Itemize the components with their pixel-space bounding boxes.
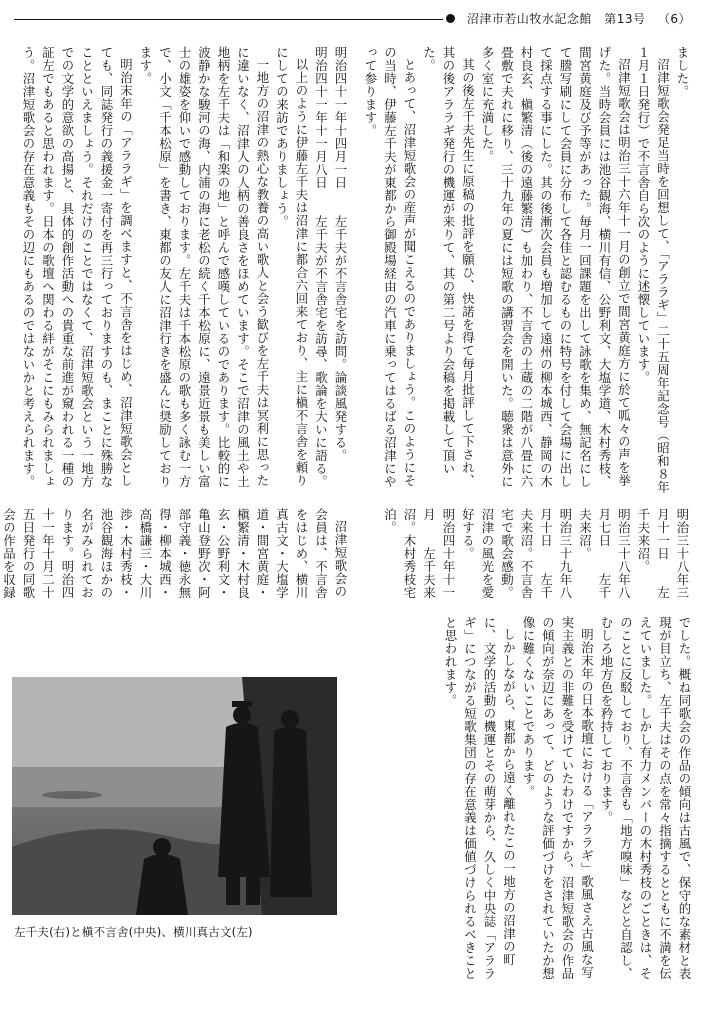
paragraph: しかしながら、東都から遠く離れたこの一地方の沼津の町に、文学的活動の機運とその萌芽から、久しく中央誌「アララギ」につながる短歌集団の存在意義は価値づけられるべきことと思われます。	[443, 616, 517, 980]
header-page-number: （6）	[657, 12, 691, 26]
article-text-top-right	[356, 46, 692, 498]
historical-photo	[12, 677, 337, 915]
page-header	[14, 8, 691, 30]
paragraph: 以上のように伊藤左千夫は沼津に都合六回来ており、主に槇不言舎を頼りにしての来訪でありましょう。	[274, 46, 309, 488]
paragraph: 明治末年の「アララギ」を調べますと、不言舎をはじめ、沼津短歌会としても、同誌発行の義援金一寄付を再三行っておりますのも、まことに殊勝なことといえましょう。それだけのことではなくて、沼津短歌会という一地方での文学的意欲の高揚と、具体的創作活動への貴重な前進が窺われる一種の証左でもあると思われます。日本の歌壇へ関わる絆がそこにもみられましょう。沼津短歌会の存在意義もその辺にもあるのではないかと考えられます。	[21, 46, 134, 488]
article-text-top-left	[10, 46, 350, 498]
photo-caption: 左千夫(右)と槇不言舎(中央)、横川真古文(左)	[14, 925, 253, 939]
paragraph: 沼津短歌会発足当時を回想して、「アララギ」二十五周年記念号（昭和８年１月１日発行）で不言舎自ら次のように述懐しています。	[636, 46, 671, 495]
paragraph: 一地方の沼津の熱心な教養の高い歌人と会う歓びを左千夫は冥利に思ったに違いなく、沼津人の人柄の善良さをほめています。そこで沼津の風土や土地柄を左千夫は「和楽の地」と呼んで感嘆しているのであります。比較的に波静かな駿河の海、内浦の海に老松の続く千本松原に、遠景近景も美しい富士の雄姿を仰いで感動しております。左千夫は千本松原の歌も多く詠む一方で、小文「千本松原」を書き、東都の友人に沼津行きを盛んに奨励しております。	[138, 46, 270, 488]
paragraph: ました。	[675, 46, 690, 98]
paragraph: 明治末年の日本歌壇における「アララギ」歌風さえ古風な写実主義との非難を受けていたわけですから、沼津短歌会の作品の傾向が奈辺にあって、どのような評価づけをされていたか想像に難くないことであります。	[521, 616, 595, 980]
paragraph: でした。概ね同歌会の作品の傾向は古風で、保守的な素材と表現が目立ち、左千夫はその点を常々指摘するとともに不満を伝えていました。しかし有力メンバーの木村秀枝のごときは、そのことに反駁しており、不言舎も「地方嗅味」などと自認し、むしろ地方色を矜持しております。	[599, 616, 692, 980]
paragraph: 明治四十一年十一月八日 左千夫が不言舎宅を訪尋、歌論を大いに語る。	[313, 46, 329, 488]
header-title: 沼津市若山牧水記念館	[466, 12, 592, 26]
article-text-mid-left	[1, 508, 350, 608]
chronology-entry: 明治三十八年八月七日 左千夫来沼。	[577, 508, 632, 599]
chronology-entry: 明治四十年十一月 左千夫来沼。木村秀枝宅泊。	[382, 508, 456, 599]
chronology-list	[356, 508, 692, 608]
paragraph: 沼津短歌会の会員は、不言舎をはじめ、横川真古文・大塩学道・間宮黄庭・槇繁清・木村良玄・公野利文・亀山登野次・阿部守義・徳永無得・柳本城西・高橋謙三・大川渉・木村秀枝・池谷観海ほかの名がみられております。明治四十一年十月二十五日発行の同歌会の作品を収録	[1, 508, 348, 599]
paragraph: 其の後左千夫先生に原稿の批評を願ひ、快諾を得て毎月批評して下され、其の後アララギ発行の機運が来りて、其の第二号より会稿を掲載して頂いた。	[421, 46, 476, 488]
paragraph: とあって、沼津短歌会の産声が聞こえるのでありましょう。このようにその当時、伊藤左千夫が東都から御殿場経由の汽車に乗ってはるばる沼津にやって参ります。	[363, 46, 417, 488]
header-bullet-icon	[446, 14, 455, 23]
header-text	[459, 10, 691, 27]
header-rule	[14, 19, 443, 20]
article-text-bottom	[344, 616, 694, 992]
photo-illustration	[12, 677, 337, 915]
chronology-entry: 明治三十八年三月十一日 左千夫来沼。	[636, 508, 690, 599]
paragraph: 沼津短歌会は明治三十六年十一月の創立で間宮黄庭方に於て呱々の声を挙げた。当時会員には池谷観海、横川有信、公野利文、大塩学道、木村秀枝、間宮黄庭及び予等があった。毎月一回課題を出して詠歌を集め、無記名にして謄写刷にして会員に分布して各佳と認むるものに特号を付して会場に出して採点する事にした。其の後漸次会員も増加して遠州の柳本城西、静岡の木村良玄、槇繁清（後の遠藤繁清）も加わり、不言舎の土蔵の二階が八畳に六畳敷で夫れに移り、三十九年の夏には短歌の講習会を開いた。聴衆は意外に多く室に充満した。	[480, 46, 632, 488]
header-issue: 第13号	[604, 12, 646, 26]
paragraph: 明治四十一年十四月一日 左千夫が不言舎宅を訪問。論談風発する。	[333, 46, 348, 462]
chronology-entry: 明治三十九年八月十日 左千夫来沼。不言舎宅で歌会感動。沼津の風光を愛好する。	[460, 508, 573, 599]
